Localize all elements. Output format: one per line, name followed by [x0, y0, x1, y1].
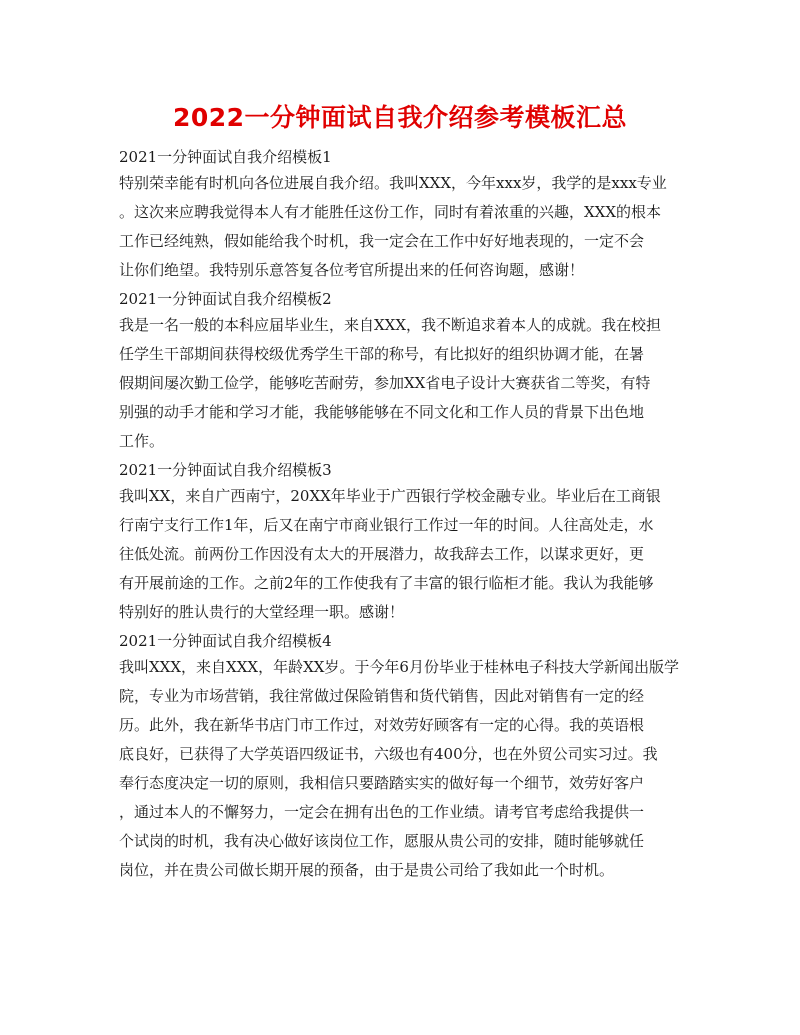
paragraph-line: 别强的动手才能和学习才能，我能够能够在不同文化和工作人员的背景下出色地	[119, 403, 645, 421]
section-template-1	[119, 146, 692, 285]
section-template-4	[119, 630, 692, 885]
paragraph-line: 任学生干部期间获得校级优秀学生干部的称号，有比拟好的组织协调才能，在暑	[119, 345, 645, 363]
paragraph-line: 工作。	[119, 432, 165, 450]
section-template-2	[119, 288, 692, 456]
paragraph-line: 有开展前途的工作。之前2年的工作使我有了丰富的银行临柜才能。我认为我能够	[119, 574, 654, 592]
section-heading: 2021一分钟面试自我介绍模板1	[119, 148, 332, 166]
paragraph-line: 我是一名一般的本科应届毕业生，来自XXX，我不断追求着本人的成就。我在校担	[119, 316, 662, 334]
paragraph-line: 个试岗的时机，我有决心做好该岗位工作，愿服从贵公司的安排，随时能够就任	[119, 832, 645, 850]
paragraph-line: 院，专业为市场营销，我往常做过保险销售和货代销售，因此对销售有一定的经	[119, 687, 645, 705]
section-template-3	[119, 459, 692, 627]
document-body	[119, 146, 692, 888]
paragraph-line: 底良好，已获得了大学英语四级证书，六级也有400分，也在外贸公司实习过。我	[119, 745, 658, 763]
paragraph-line: 假期间屡次勤工俭学，能够吃苦耐劳，参加XX省电子设计大赛获省二等奖，有特	[119, 374, 651, 392]
section-heading: 2021一分钟面试自我介绍模板4	[119, 632, 332, 650]
paragraph-line: 工作已经纯熟，假如能给我个时机，我一定会在工作中好好地表现的，一定不会	[119, 232, 645, 250]
document-title: 2022一分钟面试自我介绍参考模板汇总	[172, 103, 628, 132]
section-paragraph	[119, 482, 692, 627]
paragraph-line: 特别荣幸能有时机向各位进展自我介绍。我叫XXX，今年xxx岁，我学的是xxx专业	[119, 174, 667, 192]
paragraph-line: ，通过本人的不懈努力，一定会在拥有出色的工作业绩。请考官考虑给我提供一	[119, 803, 645, 821]
section-paragraph	[119, 169, 692, 285]
paragraph-line: 岗位，并在贵公司做长期开展的预备，由于是贵公司给了我如此一个时机。	[119, 861, 615, 879]
section-heading: 2021一分钟面试自我介绍模板3	[119, 461, 332, 479]
paragraph-line: 让你们绝望。我特别乐意答复各位考官所提出来的任何咨询题，感谢！	[119, 261, 585, 279]
paragraph-line: 特别好的胜认贵行的大堂经理一职。感谢！	[119, 603, 405, 621]
paragraph-line: 我叫XXX，来自XXX，年龄XX岁。于今年6月份毕业于桂林电子科技大学新闻出版学	[119, 658, 679, 676]
paragraph-line: 奉行态度决定一切的原则，我相信只要踏踏实实的做好每一个细节，效劳好客户	[119, 774, 645, 792]
paragraph-line: 历。此外，我在新华书店门市工作过，对效劳好顾客有一定的心得。我的英语根	[119, 716, 645, 734]
paragraph-line: 往低处流。前两份工作因没有太大的开展潜力，故我辞去工作，以谋求更好，更	[119, 545, 645, 563]
section-paragraph	[119, 311, 692, 456]
paragraph-line: 。这次来应聘我觉得本人有才能胜任这份工作，同时有着浓重的兴趣，XXX的根本	[119, 203, 662, 221]
section-paragraph	[119, 653, 692, 885]
section-heading: 2021一分钟面试自我介绍模板2	[119, 290, 332, 308]
paragraph-line: 我叫XX，来自广西南宁，20XX年毕业于广西银行学校金融专业。毕业后在工商银	[119, 487, 661, 505]
paragraph-line: 行南宁支行工作1年，后又在南宁市商业银行工作过一年的时间。人往高处走，水	[119, 516, 654, 534]
